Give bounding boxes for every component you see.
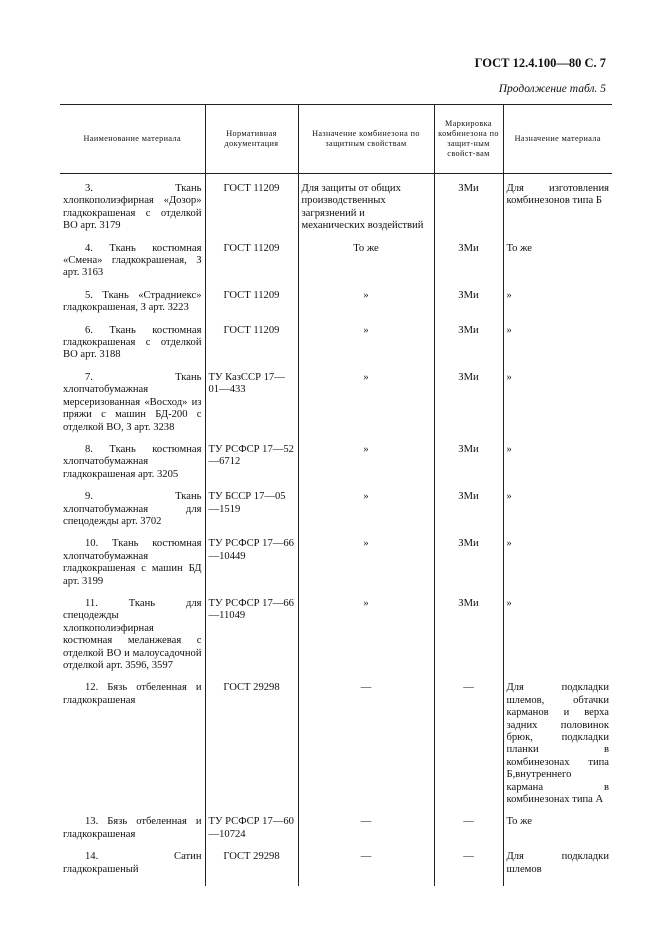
cell-marking: ЗМи — [434, 325, 503, 372]
cell-material-purpose: » — [503, 538, 612, 598]
cell-material-name: 11. Ткань для спецодежды хлопкополиэфирная костюмная меланжевая с отделкой ВО и малоусадочной отделкой арт. 3596, 3597 — [63, 597, 202, 671]
cell-material-purpose: » — [503, 325, 612, 372]
table-spacer — [60, 174, 612, 184]
cell-material-purpose: То же — [503, 243, 612, 290]
cell-marking: ЗМи — [434, 243, 503, 290]
cell-overall-purpose: Для защиты от общих производственных загрязнений и механических воздействий — [298, 183, 434, 243]
table-row — [60, 682, 612, 816]
page-header: ГОСТ 12.4.100—80 С. 7 — [474, 56, 606, 70]
cell-material-purpose: Для подкладки шлемов, обтачки карманов и верха задних половинок брюк, подкладки планки в комбинезонах типа Б,внутреннего кармана в комбинезонах типа А — [503, 682, 612, 816]
cell-marking: ЗМи — [434, 598, 503, 682]
table-row — [60, 598, 612, 682]
column-header-normative-docs: Нормативная документация — [205, 105, 298, 174]
table-row — [60, 491, 612, 538]
cell-normative-doc: ГОСТ 29298 — [205, 682, 298, 816]
cell-normative-doc: ГОСТ 11209 — [205, 183, 298, 243]
cell-normative-doc: ГОСТ 11209 — [205, 243, 298, 290]
cell-material-name: 12. Бязь отбеленная и гладкокрашеная — [63, 682, 202, 706]
cell-normative-doc: ТУ РСФСР 17—66—10449 — [205, 538, 298, 598]
cell-material-name: 6. Ткань костюмная гладкокрашеная с отделкой ВО арт. 3188 — [63, 324, 202, 361]
table-row — [60, 243, 612, 290]
cell-overall-purpose: » — [298, 372, 434, 444]
cell-overall-purpose: — — [298, 816, 434, 851]
column-header-material-name: Наименование материала — [60, 105, 205, 174]
table-row — [60, 816, 612, 851]
cell-normative-doc: ГОСТ 11209 — [205, 325, 298, 372]
cell-material-purpose: » — [503, 444, 612, 491]
table-row — [60, 444, 612, 491]
table-row — [60, 851, 612, 886]
cell-overall-purpose: » — [298, 598, 434, 682]
table-continuation-label: Продолжение табл. 5 — [498, 83, 606, 95]
cell-material-name: 5. Ткань «Страдниекс» гладкокрашеная, З арт. 3223 — [63, 289, 202, 314]
cell-marking: ЗМи — [434, 183, 503, 243]
cell-marking: ЗМи — [434, 290, 503, 325]
cell-overall-purpose: — — [298, 682, 434, 816]
cell-material-name: 9. Ткань хлопчатобумажная для спецодежды арт. 3702 — [63, 491, 202, 527]
cell-material-purpose: » — [503, 372, 612, 444]
table-row — [60, 325, 612, 372]
cell-marking: ЗМи — [434, 372, 503, 444]
cell-material-name: 3. Ткань хлопкополиэфирная «Дозор» гладкокрашеная с отделкой ВО арт. 3179 — [63, 183, 202, 232]
cell-overall-purpose: » — [298, 491, 434, 538]
cell-material-purpose: » — [503, 598, 612, 682]
cell-normative-doc: ТУ КазССР 17—01—433 — [205, 372, 298, 444]
cell-normative-doc: ТУ БССР 17—05—1519 — [205, 491, 298, 538]
column-header-overall-purpose: Назначение комбинезона по защитным свойствам — [298, 105, 434, 174]
cell-overall-purpose: » — [298, 538, 434, 598]
table-row — [60, 183, 612, 243]
cell-marking: — — [434, 816, 503, 851]
cell-material-purpose: » — [503, 491, 612, 538]
table-row — [60, 538, 612, 598]
cell-overall-purpose: » — [298, 325, 434, 372]
cell-normative-doc: ТУ РСФСР 17—60—10724 — [205, 816, 298, 851]
table-header-row — [60, 105, 612, 174]
table-row — [60, 372, 612, 444]
cell-material-purpose: » — [503, 290, 612, 325]
cell-material-name: 4. Ткань костюмная «Смена» гладкокрашеная, З арт. 3163 — [63, 242, 202, 279]
cell-material-name: 7. Ткань хлопчатобумажная мерсеризованная «Восход» из пряжи с машин БД-200 с отделкой ВО, З арт. 3238 — [63, 371, 202, 433]
cell-marking: ЗМи — [434, 491, 503, 538]
cell-material-purpose: Для подкладки шлемов — [503, 851, 612, 886]
cell-normative-doc: ТУ РСФСР 17—66—11049 — [205, 598, 298, 682]
column-header-marking: Маркировка комбинезона по защит-ным свойст-вам — [434, 105, 503, 174]
cell-normative-doc: ГОСТ 11209 — [205, 290, 298, 325]
cell-marking: — — [434, 851, 503, 886]
cell-marking: — — [434, 682, 503, 816]
column-header-material-purpose: Назначение материала — [503, 105, 612, 174]
cell-marking: ЗМи — [434, 444, 503, 491]
cell-material-purpose: То же — [503, 816, 612, 851]
cell-overall-purpose: » — [298, 444, 434, 491]
cell-overall-purpose: » — [298, 290, 434, 325]
cell-material-name: 8. Ткань костюмная хлопчатобумажная гладкокрашеная арт. 3205 — [63, 443, 202, 480]
cell-marking: ЗМи — [434, 538, 503, 598]
cell-overall-purpose: — — [298, 851, 434, 886]
cell-material-name: 13. Бязь отбеленная и гладкокрашеная — [63, 816, 202, 840]
table-row — [60, 290, 612, 325]
cell-material-purpose: Для изготовления комбинезонов типа Б — [503, 183, 612, 243]
cell-normative-doc: ГОСТ 29298 — [205, 851, 298, 886]
cell-normative-doc: ТУ РСФСР 17—52—6712 — [205, 444, 298, 491]
cell-material-name: 10. Ткань костюмная хлопчатобумажная гладкокрашеная с машин БД арт. 3199 — [63, 538, 202, 587]
materials-table — [60, 104, 612, 886]
cell-overall-purpose: То же — [298, 243, 434, 290]
cell-material-name: 14. Сатин гладкокрашеный — [63, 851, 202, 875]
